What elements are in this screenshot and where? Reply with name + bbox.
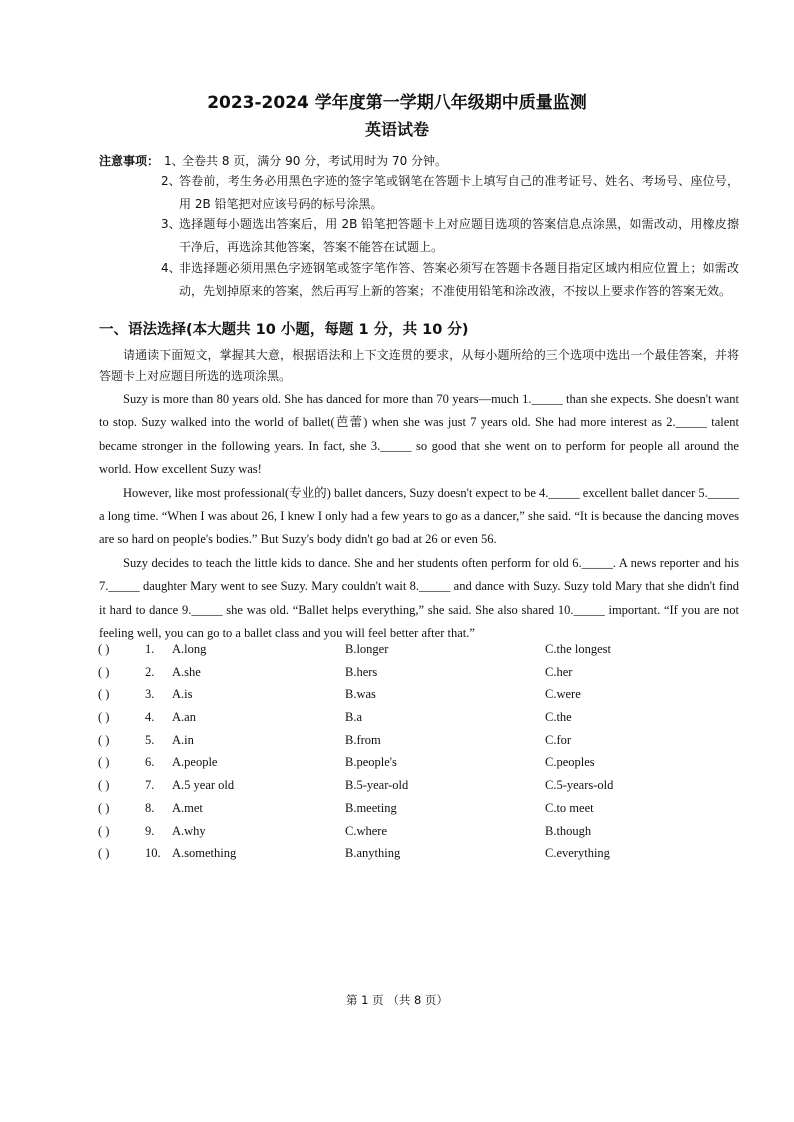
option-c: C.her — [545, 664, 573, 679]
exam-subtitle: 英语试卷 — [364, 120, 429, 139]
option-c: C.the longest — [545, 642, 611, 656]
option-c: C.everything — [545, 846, 610, 861]
question-row-10 — [98, 846, 738, 869]
question-number: 9. — [145, 823, 155, 838]
answer-blank[interactable]: ( ) — [98, 755, 110, 770]
note-item-3 — [161, 213, 739, 258]
option-c: C.to meet — [545, 800, 594, 815]
question-number: 3. — [145, 687, 155, 702]
option-b: B.people's — [345, 755, 397, 770]
question-number: 2. — [145, 664, 155, 679]
note-text: 非选择题必须用黑色字迹钢笔或签字笔作答、答案必须写在答题卡各题目指定区域内相应位置上；如需改动，先划掉原来的答案，然后再写上新的答案；不准使用铅笔和涂改液，不按以上要求作答的答案无效。 — [179, 261, 739, 298]
answer-blank[interactable]: ( ) — [98, 778, 110, 793]
question-number: 10. — [145, 846, 161, 861]
page-number: 第 1 页 （共 8 页） — [346, 993, 448, 1007]
question-row-4 — [98, 710, 738, 733]
passage-paragraph-1: Suzy is more than 80 years old. She has danced for more than 70 years—much 1._____ than she expects. She doesn't want to stop. Suzy walked into the world of ballet(芭蕾) when she was just 7 years old. She had more interest as 2._____ talent became stronger in the following years. In fact, she 3._____ so good that she went on to perform for people all around the world. How excellent Suzy was! — [99, 392, 739, 477]
option-b: B.longer — [345, 642, 389, 656]
question-number: 6. — [145, 755, 155, 770]
passage-paragraph-3: Suzy decides to teach the little kids to dance. She and her students often perform for old 6._____. A news reporter and his 7._____ daughter Mary went to see Suzy. Mary couldn't wait 8._____ and dance with Suzy. Suzy told Mary that she didn't find it hard to dance 9._____ she was old. “Ballet helps everything,” she said. She also shared 10._____ important. “If you are not feeling well, you can go to a ballet class and you will feel better after that.” — [99, 555, 739, 641]
answer-blank[interactable]: ( ) — [98, 687, 110, 702]
answer-blank[interactable]: ( ) — [98, 823, 110, 838]
question-row-9 — [98, 824, 738, 847]
option-b: B.hers — [345, 664, 378, 679]
question-row-7 — [98, 778, 738, 801]
option-b: B.meeting — [345, 800, 397, 815]
note-number: 3、 — [161, 217, 181, 231]
option-a: A.people — [172, 755, 218, 770]
option-b: B.was — [345, 687, 376, 702]
option-b: C.where — [345, 823, 387, 838]
option-c: C.peoples — [545, 755, 595, 770]
note-text: 全卷共 8 页，满分 90 分，考试用时为 70 分钟。 — [182, 154, 448, 168]
option-b: B.5-year-old — [345, 778, 409, 793]
answer-blank[interactable]: ( ) — [98, 800, 110, 815]
answer-blank[interactable]: ( ) — [98, 710, 110, 725]
question-number: 7. — [145, 778, 155, 793]
option-c: C.the — [545, 710, 572, 725]
option-a: A.in — [172, 732, 194, 747]
answer-blank[interactable]: ( ) — [98, 732, 110, 747]
question-row-2 — [98, 665, 738, 688]
note-item-4 — [161, 257, 739, 302]
option-c: C.were — [545, 687, 581, 702]
option-a: A.an — [172, 710, 196, 725]
question-row-6 — [98, 755, 738, 778]
option-a: A.met — [172, 800, 203, 815]
option-b: B.anything — [345, 846, 401, 861]
note-item-2 — [161, 170, 739, 215]
note-number: 4、 — [161, 261, 181, 275]
option-b: B.a — [345, 710, 363, 725]
answer-blank[interactable]: ( ) — [98, 664, 110, 679]
option-a: A.why — [172, 823, 206, 838]
section-heading: 一、语法选择(本大题共 10 小题，每题 1 分，共 10 分) — [99, 322, 469, 338]
option-a: A.long — [172, 642, 207, 656]
question-row-3 — [98, 687, 738, 710]
passage-paragraph-2: However, like most professional(专业的) ballet dancers, Suzy doesn't expect to be 4._____ excellent ballet dancer 5._____ a long time. “When I was about 26, I knew I only had a few years to go as a dancer,” she said. “It is because the dancing moves are so hard on people's bodies.” But Suzy's body didn't go bad at 26 or even 56. — [99, 485, 739, 547]
answer-blank[interactable]: ( ) — [98, 642, 110, 656]
question-number: 5. — [145, 732, 155, 747]
option-a: A.5 year old — [172, 778, 235, 793]
note-number: 1、 — [164, 154, 184, 168]
option-a: A.is — [172, 687, 193, 702]
question-number: 4. — [145, 710, 155, 725]
answer-blank[interactable]: ( ) — [98, 846, 110, 861]
exam-title: 2023-2024 学年度第一学期八年级期中质量监测 — [207, 93, 587, 113]
note-text: 答卷前，考生务必用黑色字迹的签字笔或钢笔在答题卡上填写自己的准考证号、姓名、考场号、座位号，用 2B 铅笔把对应该号码的标号涂黑。 — [179, 174, 739, 211]
option-a: A.something — [172, 846, 237, 861]
option-a: A.she — [172, 664, 201, 679]
note-number: 2、 — [161, 174, 181, 188]
section-instruction: 请通读下面短文，掌握其大意，根据语法和上下文连贯的要求，从每小题所给的三个选项中选出一个最佳答案，并将答题卡上对应题目所选的选项涂黑。 — [99, 348, 739, 383]
question-number: 8. — [145, 800, 155, 815]
question-row-1 — [98, 642, 738, 665]
option-c: B.though — [545, 823, 592, 838]
option-c: C.5-years-old — [545, 778, 614, 793]
question-list — [98, 642, 738, 869]
note-text: 选择题每小题选出答案后，用 2B 铅笔把答题卡上对应题目选项的答案信息点涂黑，如需改动，用橡皮擦干净后，再选涂其他答案，答案不能答在试题上。 — [179, 217, 739, 254]
option-b: B.from — [345, 732, 381, 747]
reading-passage — [99, 388, 739, 645]
question-number: 1. — [145, 642, 155, 656]
option-c: C.for — [545, 732, 572, 747]
notes-label: 注意事项： — [99, 154, 160, 168]
question-row-8 — [98, 801, 738, 824]
question-row-5 — [98, 733, 738, 756]
